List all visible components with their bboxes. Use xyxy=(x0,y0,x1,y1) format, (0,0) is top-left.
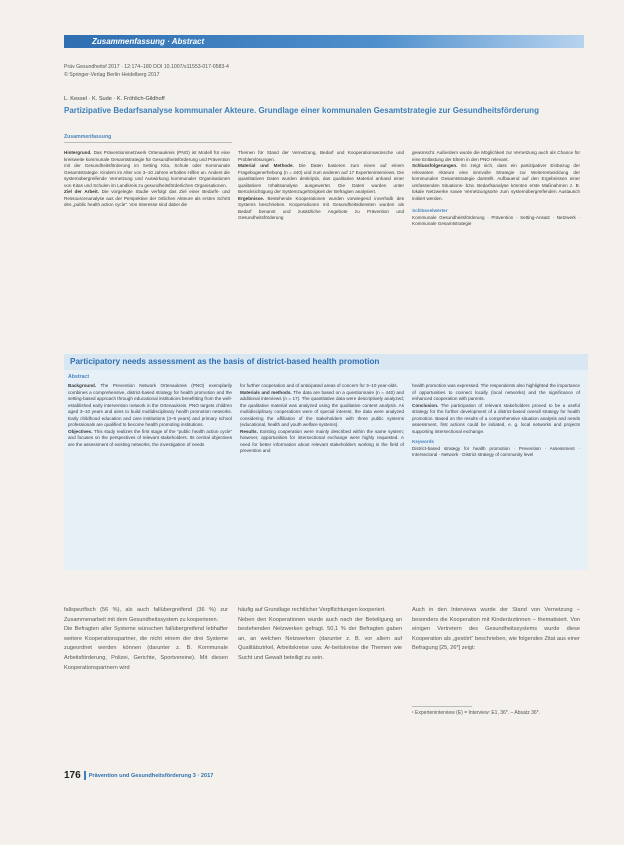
english-title: Participatory needs assessment as the basis of district-based health promotion xyxy=(70,357,380,366)
para-label: Hintergrund. xyxy=(64,150,92,155)
journal-name: Prävention und Gesundheitsförderung 3 · 2017 xyxy=(88,772,214,779)
section-band xyxy=(64,35,584,48)
para-text: Die Daten basieren zum einen auf einem Fragebogenerhebung (n = 440) und zum anderen auf 17 Experteninterviews. Die quantitativen Daten wurden deskriptiv, das qualitative Material anhand einer qualitativen Inhaltsanalyse ausgewertet. Die Daten wurden unter Berücksichtigung der Systemzugehörigkeit der Befragten analysiert. xyxy=(238,163,404,195)
para-text: Existing cooperation were mainly described within the same system; however, opportunities for intersectional exchange were highly requested. A need for better information about relevant stakeholders working in the field of prevention and xyxy=(240,428,404,454)
para-label: Background. xyxy=(68,383,97,388)
footnote: ¹ Experteninterview (E) = Interview: E1, 36*. – Absatz 36*. xyxy=(412,710,540,716)
para-label: Schlussfolgerungen. xyxy=(412,163,458,169)
para-text: Bestehende Kooperationen wurden vorwiegend innerhalb des Systems beschrieben. Kooperationen mit Gesundheitsdiensten wurden als Bedarf benannt und zusätzliche Angebote zu Prävention und Gesundheitsförderung xyxy=(238,195,404,221)
keywords-en: District-based strategy for health promotion · Prevention · Assessment · Intersectoral · Network · District strategy of community level xyxy=(412,445,580,458)
en-col-2 xyxy=(240,383,404,455)
para-label: Objectives. xyxy=(68,428,93,434)
page-footer xyxy=(64,770,213,781)
citation-line: Präv Gesundheitsf 2017 · 12:174–180 DOI 10.1007/s11553-017-0583-4 xyxy=(64,64,229,70)
keywords-heading-en: Keywords xyxy=(412,439,434,445)
body-col-1: fallspezifisch (56 %), als auch fallübergreifend (36 %) zur Zusammenarbeit mit dem Gesundheitssystem zu kooperieren. Die Befragten aller Systeme wünschen fallübergreifend lebhafter weitere Kooperationspartner, die nicht einem der drei Systeme zugeordnet werden können (darunter z. B. Kommunale Arbeitsförderung, Polizei, Gerichte, Sportvereine). Mit diesen Kooperationspartnern wird xyxy=(64,607,228,671)
para-text: The Prevention Network Ortenaukreis (PNO) exemplarily combines a comprehensive, district-based strategy for health promotion and the setting-based approach through educational institutions benefitting from the well-established early intervention network in the Ortenaukreis. PNO targets children aged 3–10 years and aims to build multidisciplinary health promotion networks. Early childhood education and care institutions (3–6 years) and primary school professionals are qualified to become health promoting institutions. xyxy=(68,383,232,428)
abstract-heading: Zusammenfassung xyxy=(64,134,112,140)
body-col-3: Auch in den Interviews wurde der Stand von Vernetzung – besonders die Kooperation mit Kinderärztinnen – thematisiert. Von einigen Vertretern des Gesundheitssystems wurde diese Kooperation als „gestört“ beschrieben, wie folgendes Zitat aus einer Befragung [25, 26*] zeigt: xyxy=(412,607,580,652)
copyright-line: © Springer-Verlag Berlin Heidelberg 2017 xyxy=(64,72,160,78)
de-objectives xyxy=(64,189,230,209)
de-col-2 xyxy=(238,150,404,222)
authors: L. Kessel · K. Sude · K. Fröhlich-Gildhoff xyxy=(64,96,165,102)
de-col-1 xyxy=(64,150,230,209)
para-text: Themen für Stand der Vernetzung, Bedarf und Kooperationswünsche und Problemlösungen. xyxy=(238,150,404,162)
para-label: Ergebnisse. xyxy=(238,195,265,201)
footnote-divider xyxy=(412,706,472,707)
para-text: The participation of relevant stakeholders proved to be a useful strategy for the further development of a district-based overall strategy for health promotion. Based on the results of a comprehensive situation analysis and needs assessment, first actions could be initiated, e. g. local networks and projects supporting intersectional exchange. xyxy=(412,402,580,434)
de-col-3 xyxy=(412,150,580,228)
body-col-2: häufig auf Grundlage rechtlicher Verpflichtungen kooperiert. Neben den Kooperationen wurde auch nach der Beteiligung an bestehenden Netzwerken gefragt. 50,1 % der Befragten gaben an, an welchen Netzwerken (darunter z. B. vor allem auf Qualitätszirkel, Arbeitskreise usw. Ar-beitskreise die Themen wie Sucht und Gewalt beteiligt zu sein. xyxy=(238,607,402,661)
para-label: Material und Methode. xyxy=(238,163,294,169)
german-abstract xyxy=(64,134,584,146)
footer-divider xyxy=(84,771,86,780)
para-text: This study realizes the first stage of the “public health action cycle” and focuses on the perspectives of relevant stakeholders. Its central objectives are the assessment of existing networks, the investigation of needs xyxy=(68,428,232,447)
keywords-heading: Schlüsselwörter xyxy=(412,208,448,214)
para-label: Conclusion. xyxy=(412,402,439,408)
para-text: health promotion was expressed. The respondents also highlighted the importance of opportunities to connect locally (local networks) and the significance of enhanced cooperation with parents. xyxy=(412,383,580,402)
page-number: 176 xyxy=(64,770,81,781)
en-col-1 xyxy=(68,383,232,448)
abstract-heading-en: Abstract xyxy=(68,374,90,380)
para-text: The data are based on a questionnaire (n = 440) and additional interviews (n = 17). The quantitative data were descriptively analyzed; the qualitative material was analyzed using the qualitative content analysis. As multidisciplinary cooperations were of special interest, the data were analyzed considering the affiliation of the stakeholders with three public systems (educational, health and youth welfare systems). xyxy=(240,389,404,428)
para-text: gewünscht. Außerdem wurde die Möglichkeit zur Vernetzung auch als Chance für eine Entlastung der Eltern in den PNO relevant. xyxy=(412,150,580,162)
keywords: Kommunale Gesundheitsförderung · Prävention · Setting-Ansatz · Netzwerk · Kommunale Gesamtstrategie xyxy=(412,214,580,227)
para-text: for further cooperation and of anticipated areas of concern for 3–10 year-olds. xyxy=(240,383,398,388)
english-title-band xyxy=(64,354,588,370)
section-band-label: Zusammenfassung · Abstract xyxy=(92,37,205,46)
para-text: Das Präventionsnetzwerk Ortenaukreis (PNO) ist Modell für eine kreisweite kommunale Gesamtstrategie für Gesundheitsförderung und Prävention mit der Gesundheitsförderung im Setting Kita, Schule oder Kommunale Gesamtstrategie. Kindern im Alter von 3–10 Jahren erhalten Hilfen an. Anders die systemübergreifende Vernetzung und Auswirkung kommunaler Organisationen von Kitas und Schulen im Landkreis zu gesundheitsförderlichen Organisationen. xyxy=(64,150,230,188)
para-text: Die vorgelegte Studie verfolgt das Ziel einer Bedarfs- und Ressourcenanalyse aus der Perspektive der örtlichen Akteure als ersten Schritt des „public health action cycle“. Von Interesse sind dabei die xyxy=(64,189,230,208)
para-text: Es zeigt sich, dass ein partizipativer Einbezug der relevanten Akteure eine sinnvolle Strategie zur Weiterentwicklung der kommunalen Gesamtstrategie darstellt. Aufbauend auf den Ergebnissen einer umfassenden Situations- bzw. Bedarfsanalyse könnten erste Maßnahmen z. B. lokale Netzwerke sowie Vernetzungsorte zum systemübergreifenden Austausch initiiert werden. xyxy=(412,163,580,201)
de-background xyxy=(64,150,230,189)
en-col-3 xyxy=(412,383,580,459)
para-label: Materials and methods. xyxy=(240,389,292,395)
para-label: Ziel der Arbeit. xyxy=(64,189,99,195)
para-label: Results. xyxy=(240,428,258,434)
article-title: Partizipative Bedarfsanalyse kommunaler Akteure. Grundlage einer kommunalen Gesamtstrategie zur Gesundheitsförderung xyxy=(64,106,539,115)
divider xyxy=(64,142,232,143)
